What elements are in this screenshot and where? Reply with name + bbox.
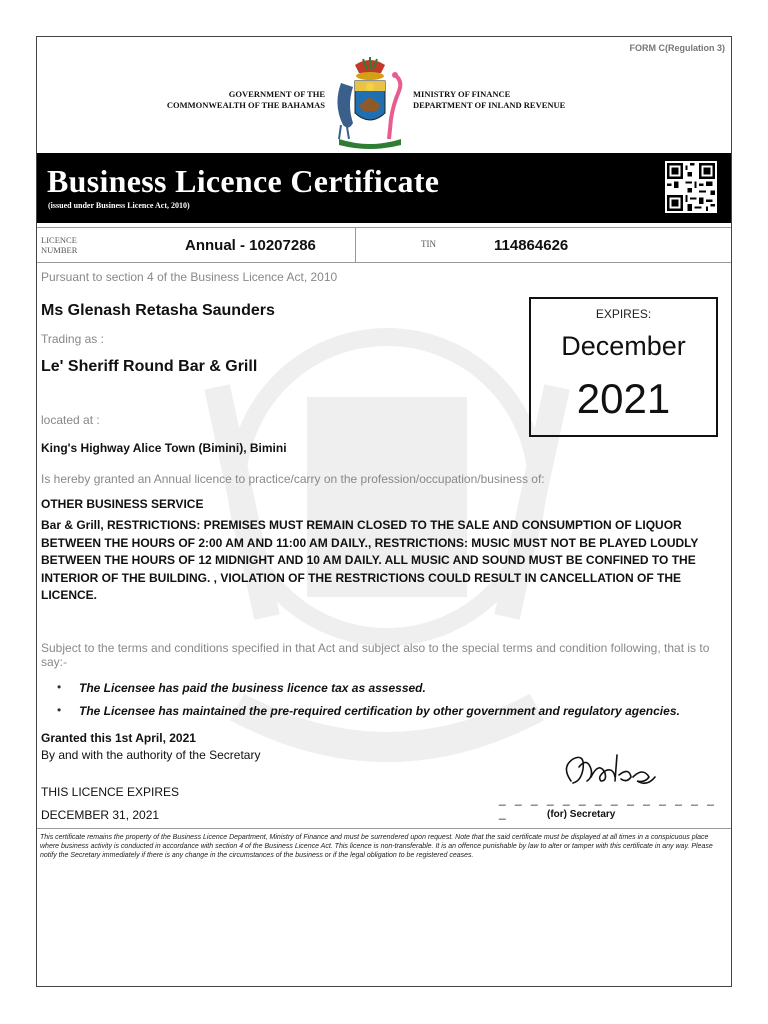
signature-caption: (for) Secretary	[547, 809, 616, 820]
expiry-year: 2021	[576, 375, 671, 422]
tin-number: 114864626	[494, 237, 569, 254]
ministry-line-1: MINISTRY OF FINANCE	[413, 89, 511, 99]
authority-statement: By and with the authority of the Secretary	[41, 748, 261, 762]
licence-row-divider	[355, 228, 356, 262]
licence-row	[37, 227, 731, 263]
business-address: King's Highway Alice Town (Bimini), Bimini	[41, 441, 287, 455]
granted-date: Granted this 1st April, 2021	[41, 731, 196, 745]
signature-line: _ _ _ _ _ _ _ _ _ _ _ _ _ _ _	[499, 792, 717, 820]
title-banner	[37, 153, 731, 223]
licence-expires-label: THIS LICENCE EXPIRES	[41, 785, 180, 799]
expiry-label: EXPIRES:	[595, 307, 652, 321]
business-name: Le' Sheriff Round Bar & Grill	[41, 358, 258, 375]
certificate	[36, 36, 732, 987]
government-heading	[117, 89, 325, 111]
licence-number-label: LICENCE NUMBER	[41, 235, 78, 255]
qr-code-icon[interactable]	[665, 161, 717, 213]
licence-restrictions: Bar & Grill, RESTRICTIONS: PREMISES MUST REMAIN CLOSED TO THE SALE AND CONSUMPTION OF LIQUOR BETWEEN THE HOURS OF 2:00 AM AND 11:00 AM DAILY., RESTRICTIONS: MUSIC MUST NOT BE PLAYED LOUDLY BETWEEN THE HOURS OF 12 MIDNIGHT AND 10 AM DAILY. ALL MUSIC AND SOUND MUST BE CONFINED TO THE INTERIOR OF THE BUILDING. , VIOLATION OF THE RESTRICTIONS COULD RESULT IN CANCELLATION OF THE LICENCE.	[41, 518, 699, 602]
form-reference: FORM C(Regulation 3)	[629, 43, 725, 53]
licence-expires-date: DECEMBER 31, 2021	[41, 808, 160, 822]
tin-label: TIN	[421, 239, 436, 249]
located-at-label: located at :	[41, 413, 100, 427]
secretary-signature	[557, 747, 667, 797]
government-line-2: COMMONWEALTH OF THE BAHAMAS	[166, 100, 325, 110]
ministry-line-2: DEPARTMENT OF INLAND REVENUE	[413, 100, 566, 110]
ministry-heading	[413, 89, 653, 111]
expiry-box	[529, 297, 718, 437]
certificate-subtitle: (issued under Business Licence Act, 2010)	[48, 201, 190, 210]
pursuant-text: Pursuant to section 4 of the Business Licence Act, 2010	[41, 270, 338, 284]
business-category: OTHER BUSINESS SERVICE	[41, 497, 204, 511]
licence-number: Annual - 10207286	[185, 237, 316, 254]
government-line-1: GOVERNMENT OF THE	[228, 89, 325, 99]
condition-text: The Licensee has maintained the pre-required certification by other government and regulatory agencies.	[79, 704, 680, 718]
trading-as-label: Trading as :	[41, 332, 104, 346]
certificate-title: Business Licence Certificate	[47, 163, 440, 199]
bullet-icon: •	[57, 680, 62, 694]
certificate-footnote: This certificate remains the property of the Business Licence Department, Ministry of Finance and must be surrendered upon request. Note that the said certificate must be displayed at all times in a conspicuous place where business activity is conducted in accordance with section 4 of the Business Licence Act. This licence is non-transferable. It is an offence punishable by law to alter or tamper with this certificate in any way. Please notify the Secretary immediately if there is any change in the circumstances of the business or if the legal obligation to be registered ceases.	[37, 828, 731, 860]
condition-text: The Licensee has paid the business licence tax as assessed.	[79, 681, 426, 695]
granted-statement: Is hereby granted an Annual licence to practice/carry on the profession/occupation/business of:	[41, 472, 545, 486]
expiry-month: December	[561, 331, 686, 361]
licence-holder-name: Ms Glenash Retasha Saunders	[41, 302, 275, 319]
bullet-icon: •	[57, 703, 62, 717]
coat-of-arms-icon	[329, 55, 411, 153]
subject-terms-text: Subject to the terms and conditions specified in that Act and subject also to the special terms and condition following, that is to say:-	[41, 641, 710, 669]
